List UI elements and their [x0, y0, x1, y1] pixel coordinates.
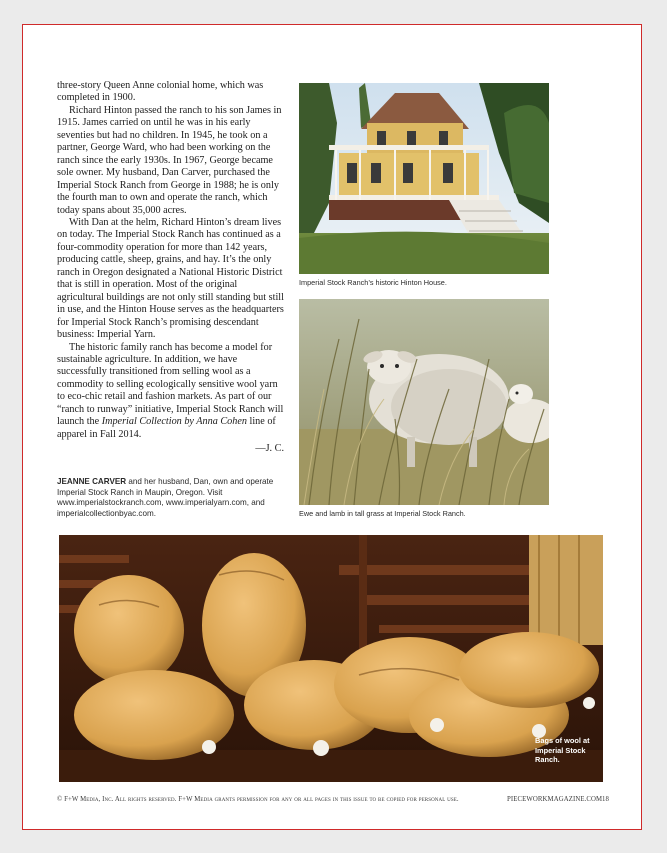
article-paragraph-sustainability [57, 342, 284, 442]
hinton-house-photo [299, 83, 549, 274]
sheep-caption: Ewe and lamb in tall grass at Imperial Stock Ranch. [299, 509, 466, 518]
collection-title: Imperial Collection by Anna Cohen [101, 416, 247, 428]
ewe-and-lamb-photo [299, 299, 549, 505]
article-paragraph: three-story Queen Anne colonial home, which was completed in 1900. [57, 80, 264, 104]
wool-caption: Bags of wool at Imperial Stock Ranch. [535, 736, 590, 764]
author-name: JEANNE CARVER [57, 477, 127, 486]
page-number: 18 [602, 796, 609, 803]
article-text: The historic family ranch has become a model for sustainable agriculture. In addition, we have successfully transitioned from selling wool as a commodity to selling ecologically sensitive wool yarn to eco-chic retail and fashion markets. As part of our “ranch to runway” initiative, Imperial Stock Ranch will launch the [57, 341, 284, 428]
article-text-column [57, 80, 284, 456]
bio-text: and her husband, Dan, own and operate Imperial Stock Ranch in Maupin, Oregon. Visit www.imperialstockranch.com, www.imperialyarn.com, and imperialcollectionbyac.com. [57, 477, 274, 519]
article-paragraph: With Dan at the helm, Richard Hinton’s dream lives on today. The Imperial Stock Ranch has continued as a four-commodity operation for more than 142 years, producing cattle, sheep, grains, and hay. It’s the only ranch in Oregon designated a National Historic District that is still in operation. Most of the original agricultural buildings are not only still standing but still in use, and the Hinton House serves as the headquarters for Imperial Stock Ranch’s promising descendant business: Imperial Yarn. [57, 216, 284, 341]
author-bio [57, 477, 302, 520]
copyright-notice: © F+W Media, Inc. All rights reserved. F+W Media grants permission for any or all pages in this issue to be copied for personal use. [57, 796, 459, 803]
magazine-page [22, 24, 642, 830]
article-text: line of apparel in Fall 2014. [57, 416, 276, 440]
house-caption: Imperial Stock Ranch’s historic Hinton House. [299, 278, 447, 287]
article-paragraph: Richard Hinton passed the ranch to his son James in 1915. James carried on until he was in his early seventies but had no children. In 1945, he took on a partner, George Ward, who had been working on the ranch since the early 1930s. In 1967, George became sole owner. My husband, Dan Carver, purchased the Imperial Stock Ranch from George in 1988; he is only the fourth man to own and operate the ranch, which today spans about 35,000 acres. [57, 104, 282, 216]
author-signature: —J. C. [255, 443, 284, 455]
website-link[interactable]: PIECEWORKMAGAZINE.COM [507, 796, 603, 803]
wool-bags-photo [59, 535, 603, 782]
